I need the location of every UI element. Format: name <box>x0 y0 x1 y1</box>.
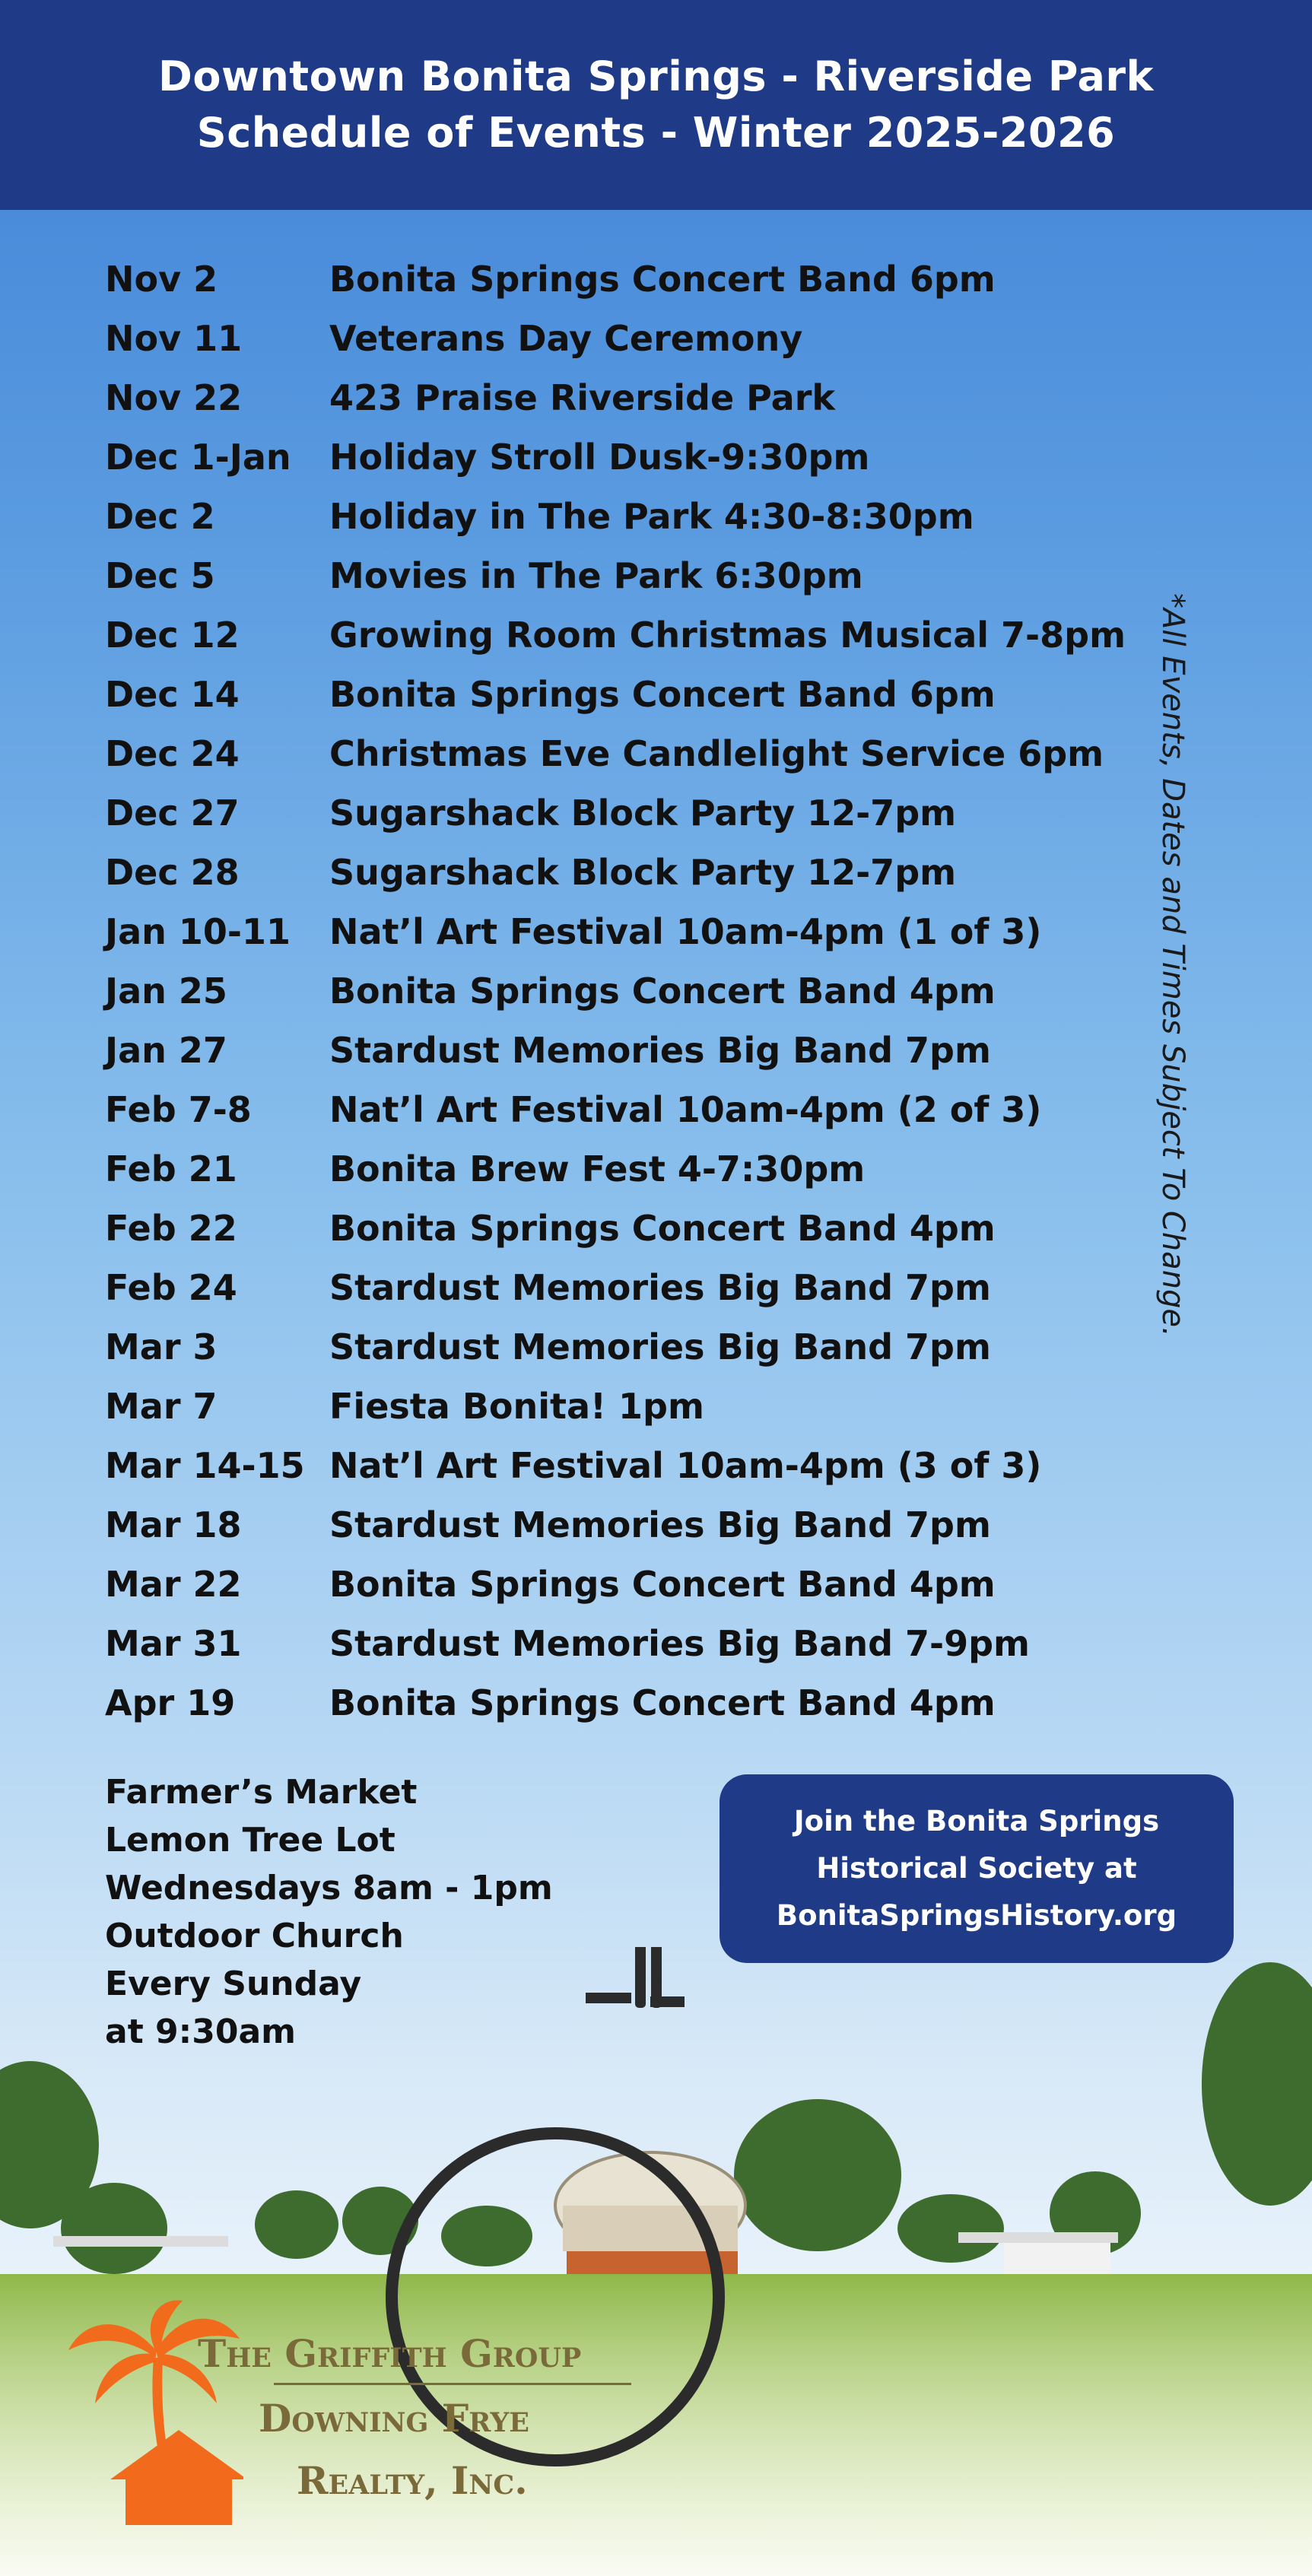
event-name: Stardust Memories Big Band 7pm <box>329 1267 991 1308</box>
event-name: Stardust Memories Big Band 7pm <box>329 1504 991 1545</box>
event-date: Nov 2 <box>105 259 218 300</box>
event-date: Mar 18 <box>105 1504 242 1545</box>
event-name: Sugarshack Block Party 12-7pm <box>329 852 957 893</box>
event-row <box>105 665 1170 724</box>
event-name: Nat’l Art Festival 10am-4pm (2 of 3) <box>329 1089 1042 1130</box>
event-row <box>105 427 1170 487</box>
event-date: Jan 10-11 <box>105 911 291 952</box>
event-row <box>105 1555 1170 1614</box>
event-date: Apr 19 <box>105 1682 236 1723</box>
event-date: Mar 14-15 <box>105 1445 305 1486</box>
event-date: Dec 28 <box>105 852 240 893</box>
event-name: Stardust Memories Big Band 7pm <box>329 1030 991 1071</box>
header-title: Downtown Bonita Springs - Riverside Park <box>158 52 1154 100</box>
event-date: Feb 24 <box>105 1267 237 1308</box>
event-name: Movies in The Park 6:30pm <box>329 555 863 596</box>
event-date: Jan 25 <box>105 970 227 1012</box>
event-date: Dec 27 <box>105 792 240 834</box>
logo-line-1: The Griffith Group <box>198 2331 582 2376</box>
event-row <box>105 902 1170 961</box>
event-date: Dec 24 <box>105 733 240 774</box>
event-date: Mar 3 <box>105 1326 218 1367</box>
event-date: Nov 11 <box>105 318 243 359</box>
event-row <box>105 487 1170 546</box>
historical-society-box[interactable] <box>720 1774 1234 1963</box>
note-line: at 9:30am <box>105 2012 297 2051</box>
event-row <box>105 546 1170 605</box>
event-name: Bonita Springs Concert Band 6pm <box>329 259 996 300</box>
event-row <box>105 783 1170 843</box>
event-name: Stardust Memories Big Band 7pm <box>329 1326 991 1367</box>
event-date: Dec 14 <box>105 674 240 715</box>
event-row <box>105 724 1170 783</box>
event-name: Bonita Brew Fest 4-7:30pm <box>329 1148 866 1190</box>
event-date: Nov 22 <box>105 377 243 418</box>
event-row <box>105 1021 1170 1080</box>
event-name: Sugarshack Block Party 12-7pm <box>329 792 957 834</box>
event-row <box>105 1495 1170 1555</box>
weekly-events-notes <box>105 1768 553 2056</box>
realty-logo <box>68 2297 692 2540</box>
event-name: Bonita Springs Concert Band 4pm <box>329 1208 996 1249</box>
event-date: Dec 12 <box>105 615 240 656</box>
note-line: Wednesdays 8am - 1pm <box>105 1869 553 1907</box>
event-row <box>105 249 1170 309</box>
event-date: Dec 1-Jan <box>105 437 291 478</box>
event-name: Stardust Memories Big Band 7-9pm <box>329 1623 1030 1664</box>
event-name: 423 Praise Riverside Park <box>329 377 835 418</box>
society-line: Join the Bonita Springs <box>793 1805 1160 1838</box>
event-date: Jan 27 <box>105 1030 227 1071</box>
event-row <box>105 961 1170 1021</box>
event-row <box>105 1436 1170 1495</box>
event-row <box>105 309 1170 368</box>
event-date: Mar 31 <box>105 1623 242 1664</box>
note-line: Farmer’s Market <box>105 1773 418 1812</box>
event-row <box>105 843 1170 902</box>
event-date: Feb 21 <box>105 1148 237 1190</box>
event-date: Feb 22 <box>105 1208 237 1249</box>
event-row <box>105 1199 1170 1258</box>
walking-figure-sculpture <box>586 1947 685 2008</box>
event-date: Mar 22 <box>105 1564 242 1605</box>
event-row <box>105 1080 1170 1139</box>
event-name: Bonita Springs Concert Band 4pm <box>329 1564 996 1605</box>
event-row <box>105 1673 1170 1733</box>
event-row <box>105 1317 1170 1377</box>
event-name: Bonita Springs Concert Band 4pm <box>329 970 996 1012</box>
event-name: Nat’l Art Festival 10am-4pm (3 of 3) <box>329 1445 1042 1486</box>
event-schedule <box>105 249 1170 1733</box>
event-row <box>105 1258 1170 1317</box>
event-name: Nat’l Art Festival 10am-4pm (1 of 3) <box>329 911 1042 952</box>
event-date: Mar 7 <box>105 1386 218 1427</box>
event-name: Christmas Eve Candlelight Service 6pm <box>329 733 1104 774</box>
header-banner <box>0 0 1312 210</box>
note-line: Outdoor Church <box>105 1917 404 1955</box>
event-date: Dec 2 <box>105 496 215 537</box>
note-line: Lemon Tree Lot <box>105 1821 396 1860</box>
logo-line-2: Downing Frye <box>259 2396 529 2441</box>
event-row <box>105 605 1170 665</box>
event-row <box>105 1614 1170 1673</box>
event-name: Holiday Stroll Dusk-9:30pm <box>329 437 870 478</box>
event-date: Feb 7-8 <box>105 1089 252 1130</box>
event-row <box>105 1377 1170 1436</box>
event-name: Bonita Springs Concert Band 4pm <box>329 1682 996 1723</box>
logo-line-3: Realty, Inc. <box>297 2458 528 2503</box>
society-line: Historical Society at <box>816 1852 1137 1885</box>
event-name: Fiesta Bonita! 1pm <box>329 1386 704 1427</box>
disclaimer-note: *All Events, Dates and Times Subject To Change. <box>1155 593 1190 1337</box>
event-name: Veterans Day Ceremony <box>329 318 803 359</box>
society-link[interactable]: BonitaSpringsHistory.org <box>776 1899 1177 1932</box>
event-date: Dec 5 <box>105 555 215 596</box>
logo-divider <box>274 2383 631 2385</box>
event-row <box>105 368 1170 427</box>
event-row <box>105 1139 1170 1199</box>
note-line: Every Sunday <box>105 1965 362 2003</box>
event-name: Growing Room Christmas Musical 7-8pm <box>329 615 1126 656</box>
header-subtitle: Schedule of Events - Winter 2025-2026 <box>196 109 1116 157</box>
event-name: Bonita Springs Concert Band 6pm <box>329 674 996 715</box>
event-name: Holiday in The Park 4:30-8:30pm <box>329 496 974 537</box>
